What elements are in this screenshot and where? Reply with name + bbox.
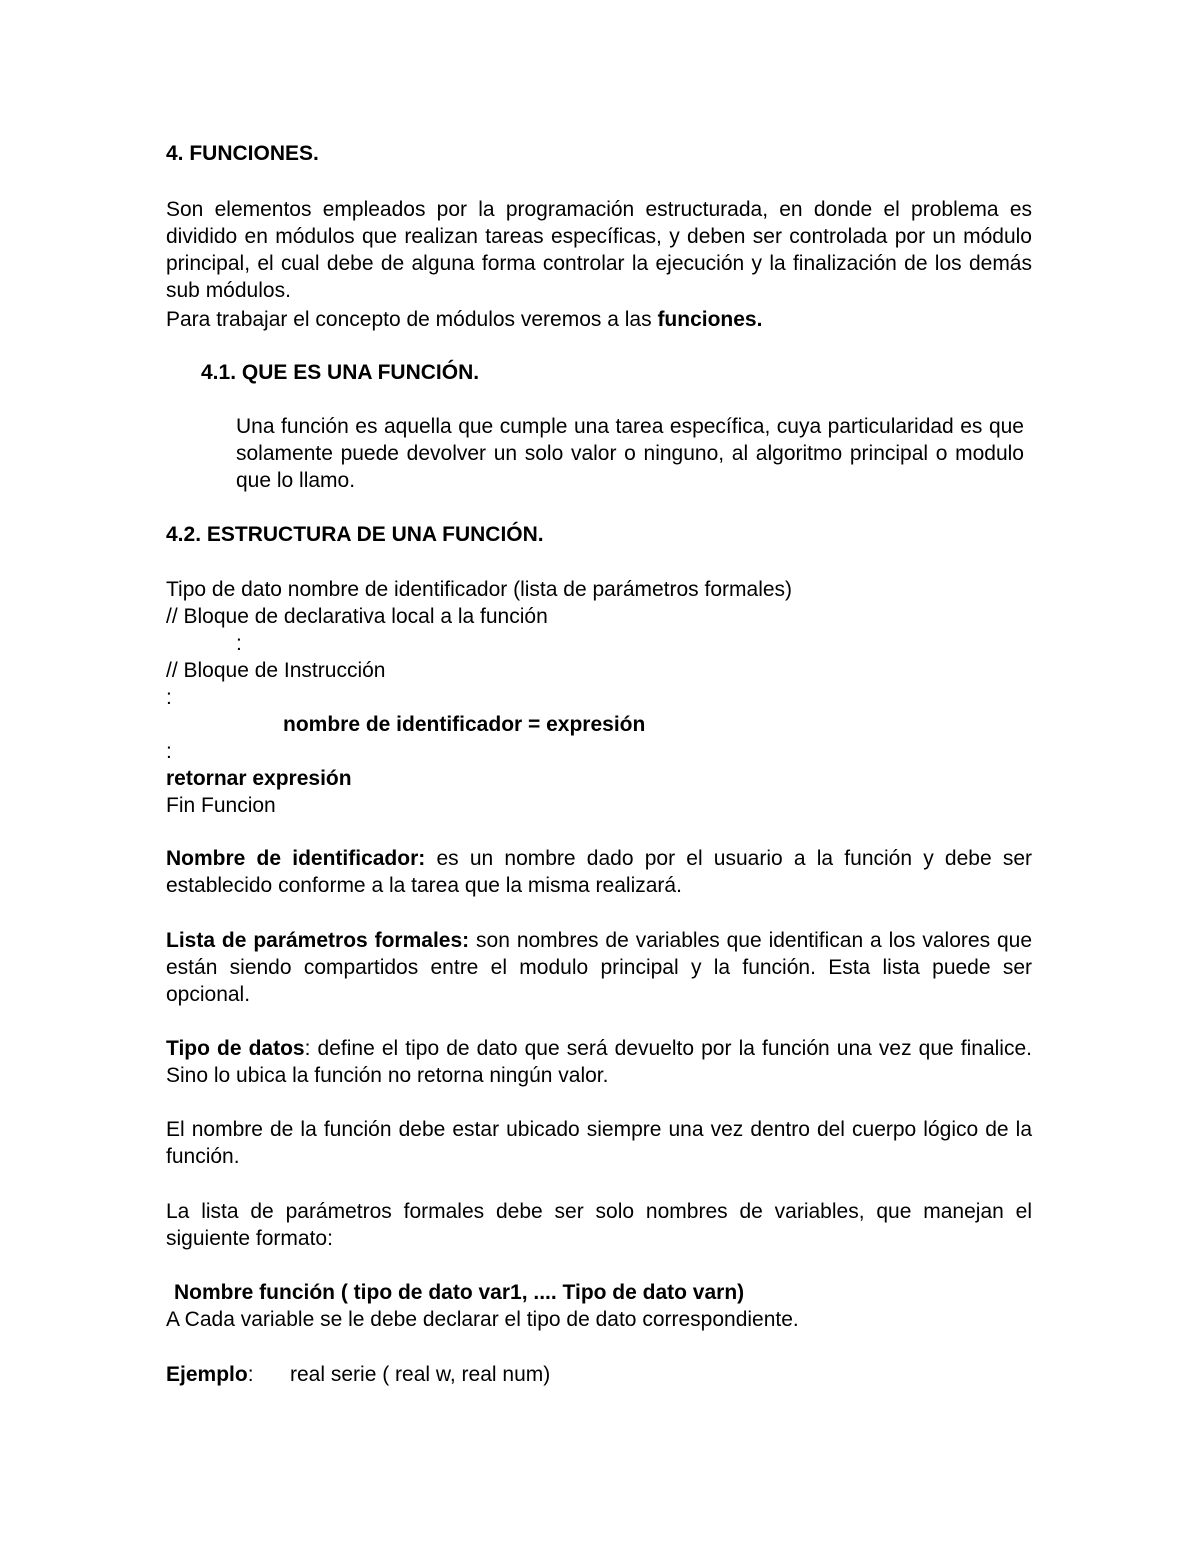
subsection-1-paragraph: Una función es aquella que cumple una tarea específica, cuya particularidad es que solamente puede devolver un solo valor o ninguno, al algoritmo principal o modulo que lo llamo. (236, 415, 1024, 492)
example-separator: : (247, 1363, 254, 1386)
definition-data-type (166, 1035, 1032, 1089)
structure-line-ellipsis: : (166, 740, 172, 763)
intro-line-2-text: Para trabajar el concepto de módulos veremos a las (166, 308, 658, 331)
note-function-name: El nombre de la función debe estar ubicado siempre una vez dentro del cuerpo lógico de la función. (166, 1118, 1032, 1168)
example-line (166, 1361, 254, 1388)
definition-identifier (166, 845, 1032, 899)
subsection-1-heading: 4.1. QUE ES UNA FUNCIÓN. (201, 361, 480, 384)
definition-term: Lista de parámetros formales: (166, 929, 470, 952)
format-line: Nombre función ( tipo de dato var1, .... Tipo de dato varn) (174, 1281, 745, 1304)
structure-line-assignment: nombre de identificador = expresión (283, 713, 646, 736)
definition-term: Tipo de datos (166, 1037, 305, 1060)
section-heading: 4. FUNCIONES. (166, 142, 319, 165)
structure-line-ellipsis: : (236, 632, 242, 655)
structure-line-declarative-comment: // Bloque de declarativa local a la función (166, 605, 548, 628)
structure-line-instruction-comment: // Bloque de Instrucción (166, 659, 386, 682)
intro-paragraph: Son elementos empleados por la programación estructurada, en donde el problema es dividido en módulos que realizan tareas específicas, y deben ser controlada por un módulo principal, el cual debe de alguna forma controlar la ejecución y la finalización de los demás sub módulos. (166, 198, 1032, 302)
intro-line-2 (166, 306, 762, 333)
example-code: real serie ( real w, real num) (290, 1363, 551, 1386)
structure-line-ellipsis: : (166, 686, 172, 709)
format-note: A Cada variable se le debe declarar el tipo de dato correspondiente. (166, 1308, 799, 1331)
definition-text: son nombres de variables que identifican a los valores que están siendo compartidos entre el modulo principal y la función. Esta lista puede ser opcional. (166, 929, 1033, 1006)
definition-text: : define el tipo de dato que será devuelto por la función una vez que finalice. Sino lo ubica la función no retorna ningún valor. (166, 1037, 1032, 1087)
example-label: Ejemplo (166, 1363, 248, 1386)
structure-line-signature: Tipo de dato nombre de identificador (lista de parámetros formales) (166, 578, 793, 601)
subsection-2-heading: 4.2. ESTRUCTURA DE UNA FUNCIÓN. (166, 523, 544, 546)
structure-line-end: Fin Funcion (166, 794, 276, 817)
intro-line-2-bold: funciones. (657, 308, 763, 331)
note-parameter-list: La lista de parámetros formales debe ser solo nombres de variables, que manejan el siguiente formato: (166, 1200, 1032, 1250)
definition-text: es un nombre dado por el usuario a la función y debe ser establecido conforme a la tarea que la misma realizará. (166, 847, 1032, 897)
definition-term: Nombre de identificador: (166, 847, 426, 870)
structure-line-return: retornar expresión (166, 767, 352, 790)
definition-parameters (166, 927, 1032, 1008)
